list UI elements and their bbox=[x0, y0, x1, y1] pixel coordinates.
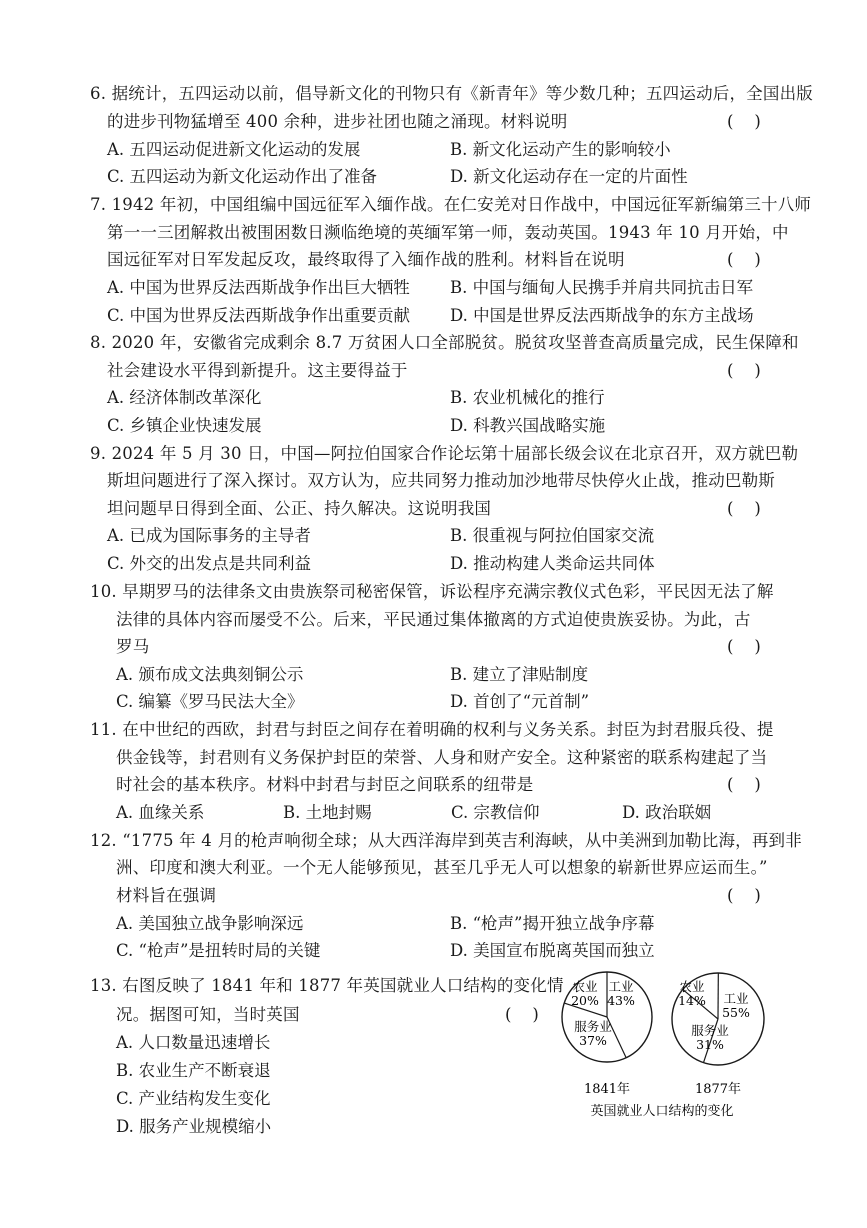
question-7-line-3: 国远征军对日军发起反攻，最终取得了入缅作战的胜利。材料旨在说明 bbox=[107, 250, 625, 269]
pie-slice-name: 农业 bbox=[679, 979, 705, 994]
question-8-line-2: 社会建设水平得到新提升。这主要得益于 bbox=[107, 361, 408, 380]
option-d: D. 美国宣布脱离英国而独立 bbox=[450, 941, 655, 960]
pie-slice-value: 31% bbox=[696, 1037, 724, 1052]
pie-slice-value: 37% bbox=[579, 1033, 607, 1048]
question-13-line-1: 13. 右图反映了 1841 年和 1877 年英国就业人口结构的变化情 bbox=[90, 976, 564, 995]
option-a: A. 五四运动促进新文化运动的发展 bbox=[107, 140, 361, 159]
question-7-line-1: 7. 1942 年初，中国组编中国远征军入缅作战。在仁安羌对日作战中，中国远征军新编第三十八师 bbox=[90, 195, 812, 214]
option-d: D. 首创了“元首制” bbox=[450, 692, 590, 711]
figure-caption: 英国就业人口结构的变化 bbox=[590, 1104, 734, 1119]
question-9-line-1: 9. 2024 年 5 月 30 日，中国—阿拉伯国家合作论坛第十届部长级会议在北京召开，双方就巴勒 bbox=[90, 444, 799, 463]
question-11-line-3: 时社会的基本秩序。材料中封君与封臣之间联系的纽带是 bbox=[116, 775, 534, 794]
question-9-line-2: 斯坦问题进行了深入探讨。双方认为，应共同努力推动加沙地带尽快停火止战，推动巴勒斯 bbox=[107, 471, 775, 490]
pie-slice-name: 服务业 bbox=[691, 1023, 729, 1038]
question-10-line-3: 罗马 bbox=[116, 637, 150, 656]
option-a: A. 血缘关系 bbox=[116, 803, 205, 822]
pie-slice-name: 服务业 bbox=[574, 1019, 612, 1034]
option-a: A. 中国为世界反法西斯战争作出巨大牺牲 bbox=[107, 278, 410, 297]
question-10-line-2: 法律的具体内容而屡受不公。后来，平民通过集体撤离的方式迫使贵族妥协。为此，古 bbox=[116, 610, 751, 629]
option-c: C. 中国为世界反法西斯战争作出重要贡献 bbox=[107, 306, 411, 325]
option-b: B. 土地封赐 bbox=[283, 803, 372, 822]
pie-slice-value: 43% bbox=[607, 993, 635, 1008]
option-b: B. 新文化运动产生的影响较小 bbox=[450, 140, 671, 159]
option-a: A. 经济体制改革深化 bbox=[107, 388, 262, 407]
pie-slice-name: 农业 bbox=[572, 979, 598, 994]
answer-bracket: ( ) bbox=[727, 361, 761, 380]
option-a: A. 颁布成文法典刻铜公示 bbox=[116, 665, 304, 684]
answer-bracket: ( ) bbox=[727, 637, 761, 656]
answer-bracket: ( ) bbox=[727, 775, 761, 794]
option-a: A. 已成为国际事务的主导者 bbox=[107, 526, 311, 545]
answer-bracket: ( ) bbox=[727, 250, 761, 269]
answer-bracket: ( ) bbox=[727, 499, 761, 518]
answer-bracket: ( ) bbox=[727, 112, 761, 131]
question-10-line-1: 10. 早期罗马的法律条文由贵族祭司秘密保管，诉讼程序充满宗教仪式色彩，平民因无法了解 bbox=[90, 582, 774, 601]
question-12-line-1: 12. “1775 年 4 月的枪声响彻全球；从大西洋海岸到英吉利海峡，从中美洲到加勒比海，再到非 bbox=[90, 831, 802, 850]
pie-slice-value: 55% bbox=[722, 1005, 750, 1020]
option-c: C. 外交的出发点是共同利益 bbox=[107, 554, 312, 573]
option-c: C. “枪声”是扭转时局的关键 bbox=[116, 941, 321, 960]
option-b: B. “枪声”揭开独立战争序幕 bbox=[450, 914, 655, 933]
option-d: D. 科教兴国战略实施 bbox=[450, 416, 606, 435]
pie-chart-1 bbox=[562, 972, 652, 1097]
option-c: C. 乡镇企业快速发展 bbox=[107, 416, 262, 435]
option-d: D. 政治联姻 bbox=[622, 803, 712, 822]
question-13-line-2: 况。据图可知，当时英国 bbox=[116, 1005, 300, 1024]
option-d: D. 服务产业规模缩小 bbox=[116, 1117, 272, 1136]
option-d: D. 中国是世界反法西斯战争的东方主战场 bbox=[450, 306, 754, 325]
option-b: B. 农业机械化的推行 bbox=[450, 388, 605, 407]
option-b: B. 农业生产不断衰退 bbox=[116, 1061, 271, 1080]
question-12-line-3: 材料旨在强调 bbox=[116, 886, 217, 905]
option-c: C. 宗教信仰 bbox=[451, 803, 540, 822]
option-c: C. 五四运动为新文化运动作出了准备 bbox=[107, 167, 378, 186]
option-a: A. 美国独立战争影响深远 bbox=[116, 914, 304, 933]
question-9-line-3: 坦问题早日得到全面、公正、持久解决。这说明我国 bbox=[107, 499, 492, 518]
answer-bracket: ( ) bbox=[727, 886, 761, 905]
question-11-line-1: 11. 在中世纪的西欧，封君与封臣之间存在着明确的权利与义务关系。封臣为封君服兵役、提 bbox=[90, 720, 774, 739]
option-a: A. 人口数量迅速增长 bbox=[116, 1033, 271, 1052]
pie-year-label: 1841年 bbox=[583, 1082, 631, 1097]
question-12-line-2: 洲、印度和澳大利亚。一个无人能够预见，甚至几乎无人可以想象的崭新世界应运而生。” bbox=[116, 858, 768, 877]
pie-slice-name: 工业 bbox=[608, 979, 634, 994]
option-b: B. 很重视与阿拉伯国家交流 bbox=[450, 526, 655, 545]
option-c: C. 产业结构发生变化 bbox=[116, 1089, 271, 1108]
option-c: C. 编纂《罗马民法大全》 bbox=[116, 692, 304, 711]
option-d: D. 新文化运动存在一定的片面性 bbox=[450, 167, 688, 186]
option-d: D. 推动构建人类命运共同体 bbox=[450, 554, 655, 573]
question-11-line-2: 供金钱等，封君则有义务保护封臣的荣誉、人身和财产安全。这种紧密的联系构建起了当 bbox=[116, 748, 768, 767]
employment-structure-figure bbox=[555, 965, 770, 1125]
question-6-line-1: 6. 据统计，五四运动以前，倡导新文化的刊物只有《新青年》等少数几种；五四运动后，全国出版 bbox=[90, 84, 813, 103]
option-b: B. 建立了津贴制度 bbox=[450, 665, 589, 684]
question-7-line-2: 第一一三团解救出被围困数日濒临绝境的英缅军第一师，轰动英国。1943 年 10 月开始，中 bbox=[107, 223, 789, 242]
option-b: B. 中国与缅甸人民携手并肩共同抗击日军 bbox=[450, 278, 754, 297]
question-6-line-2: 的进步刊物猛增至 400 余种，进步社团也随之涌现。材料说明 bbox=[107, 112, 568, 131]
pie-slice-value: 20% bbox=[571, 993, 599, 1008]
question-8-line-1: 8. 2020 年，安徽省完成剩余 8.7 万贫困人口全部脱贫。脱贫攻坚普查高质量完成，民生保障和 bbox=[90, 333, 799, 352]
pie-chart-2 bbox=[672, 973, 764, 1097]
pie-year-label: 1877年 bbox=[694, 1082, 742, 1097]
pie-slice-value: 14% bbox=[678, 993, 706, 1008]
pie-slice-name: 工业 bbox=[723, 991, 749, 1006]
answer-bracket: ( ) bbox=[505, 1005, 539, 1024]
